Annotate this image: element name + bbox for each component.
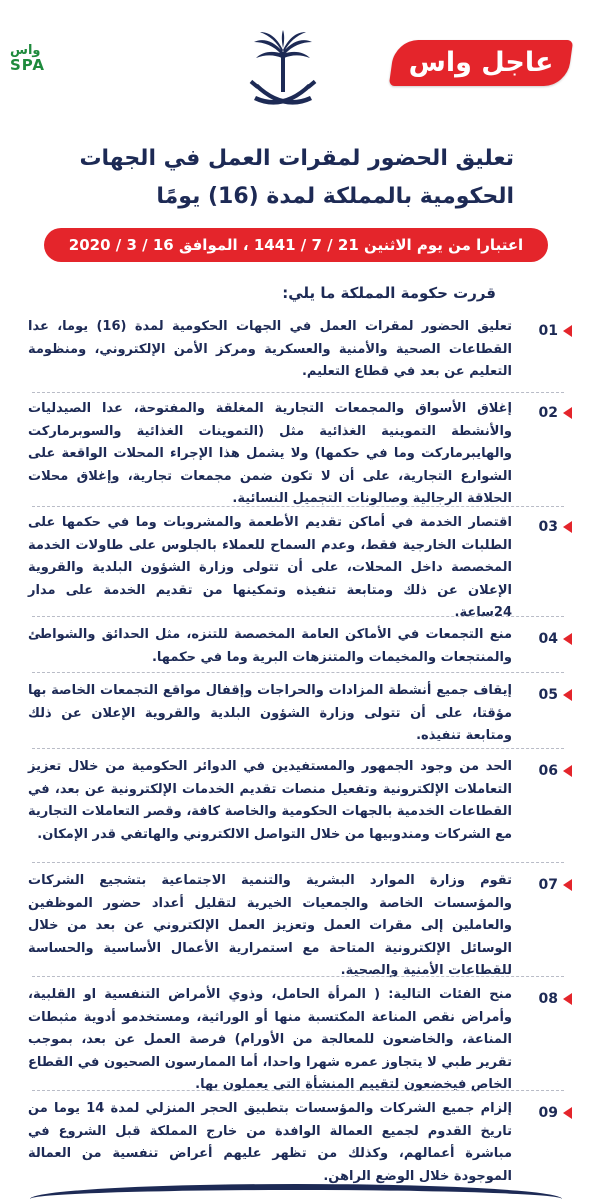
divider [32,862,564,863]
breaking-news-label: عاجل واس [408,47,554,78]
list-item [20,1098,576,1188]
divider [32,748,564,749]
item-text: منع التجمعات في الأماكن العامة المخصصة للتنزه، مثل الحدائق والشواطئ والمنتجعات والمخيمات والمتنزهات البرية وما في حكمها. [28,627,512,665]
item-text: إلزام جميع الشركات والمؤسسات بتطبيق الحجر المنزلي لمدة 14 يوما من تاريخ القدوم لجميع العمالة الوافدة من خارج المملكة قبل الشروع في مباشرة أعمالهم، وكذلك من تظهر عليهم أعراض تنفسية من العمالة الموجودة خلال الوضع الراهن. [28,1101,512,1184]
triangle-bullet-icon [563,325,572,337]
item-text: الحد من وجود الجمهور والمستفيدين في الدوائر الحكومية من خلال تعزيز التعاملات الإلكترونية وتفعيل منصات تقديم الخدمات الإلكترونية عن بعد، في القطاعات الخدمية بالجهات الحكومية والخاصة كافة، وقصر التعاملات التجارية مع الشركات ومندوبيها من خلال التواصل الالكتروني والهاتفي قدر الإمكان. [28,759,512,842]
item-number [520,684,572,706]
spa-logo-latin: SPA [10,56,46,74]
item-text: اقتصار الخدمة في أماكن تقديم الأطعمة والمشروبات وما في حكمها على الطلبات الخارجية فقط، وعدم السماح للعملاء بالجلوس على طاولات الخدمة المخصصة داخل المحلات، على أن تتولى وزارة الشؤون البلدية والقروية الإعلان عن ذلك ومتابعة تنفيذه وتمكينها من تقديم الخدمة على مدار 24ساعة. [28,515,512,620]
item-number-text: 06 [538,763,558,779]
divider [32,672,564,673]
triangle-bullet-icon [563,407,572,419]
list-item [20,680,576,750]
item-number-text: 01 [538,323,558,339]
divider [32,616,564,617]
triangle-bullet-icon [563,1107,572,1119]
divider [32,1090,564,1091]
list-item [20,756,576,868]
divider [32,976,564,977]
list-item [20,398,576,510]
list-item [20,624,576,672]
item-number-text: 04 [538,631,558,647]
item-text: منح الفئات التالية: ( المرأة الحامل، وذوي الأمراض التنفسية او القلبية، وأمراض نقص المناعة المكتسبة منها أو الوراثية، ومستخدمو أدوية مثبطات المناعة، والخاضعون للمعالجة من الأورام) فرصة العمل عن بعد، بموجب تقرير طبي لا يتجاوز عمره شهرا واحدا، أما الممارسون الصحيون في القطاع الخاص فيخضعون لتقييم المنشأة التي يعملون بها. [28,987,512,1092]
item-number [520,1102,572,1124]
breaking-news-badge [389,40,573,86]
triangle-bullet-icon [563,689,572,701]
list-item [20,984,576,1096]
item-number-text: 05 [538,687,558,703]
item-number [520,628,572,650]
item-text: إغلاق الأسواق والمجمعات التجارية المغلقة والمفتوحة، عدا الصيدليات والأنشطة التموينية الغذائية مثل (التموينات الغذائية والسوبرماركت والهايبرماركت وما في حكمها) ولا يشمل هذا الإجراء المحلات الواقعة على الشوارع التجارية، على أن لا تكون ضمن مجمعات تجارية، وإغلاق محلات الحلاقة الرجالية وصالونات التجميل النسائية. [28,401,512,506]
item-number-text: 08 [538,991,558,1007]
divider [32,392,564,393]
spa-logo-arabic: واس [10,43,41,58]
triangle-bullet-icon [563,633,572,645]
item-number-text: 03 [538,519,558,535]
item-text: تقوم وزارة الموارد البشرية والتنمية الاجتماعية بتشجيع الشركات والمؤسسات الخاصة والجمعيات الخيرية لتقليل أعداد حضور الموظفين والعاملين إلى مقرات العمل وتعزيز العمل الإلكتروني عن بعد من خلال الوسائل الإلكترونية المتاحة مع استمرارية الأعمال الأساسية والحساسة للقطاعات الأمنية والصحية. [28,873,512,978]
date-bar: اعتبارا من يوم الاثنين 21 / 7 / 1441 ، الموافق 16 / 3 / 2020 [44,228,548,262]
list-item [20,870,576,982]
triangle-bullet-icon [563,993,572,1005]
palm-swords-emblem-icon [248,30,318,118]
item-number [520,760,572,782]
header [0,0,592,130]
triangle-bullet-icon [563,765,572,777]
triangle-bullet-icon [563,521,572,533]
item-number-text: 07 [538,877,558,893]
item-number [520,402,572,424]
list-item [20,316,576,386]
list-item [20,512,576,624]
item-number [520,320,572,342]
spa-logo [10,44,56,73]
item-text: إيقاف جميع أنشطة المزادات والحراجات وإقفال مواقع التجمعات الخاصة بها مؤقتا، على أن تتولى وزارة الشؤون البلدية والقروية الإعلان عن ذلك ومتابعة تنفيذه. [28,683,512,743]
intro-text: قررت حكومة المملكة ما يلي: [282,284,496,302]
item-number [520,516,572,538]
item-number-text: 02 [538,405,558,421]
divider [32,506,564,507]
page-title: تعليق الحضور لمقرات العمل في الجهات الحكومية بالمملكة لمدة (16) يومًا [79,146,514,209]
triangle-bullet-icon [563,879,572,891]
item-number-text: 09 [538,1105,558,1121]
item-text: تعليق الحضور لمقرات العمل في الجهات الحكومية لمدة (16) يوما، عدا القطاعات الصحية والأمنية والعسكرية ومركز الأمن الإلكتروني، ومنظومة التعليم عن بعد في قطاع التعليم. [28,319,512,379]
item-number [520,988,572,1010]
item-number [520,874,572,896]
